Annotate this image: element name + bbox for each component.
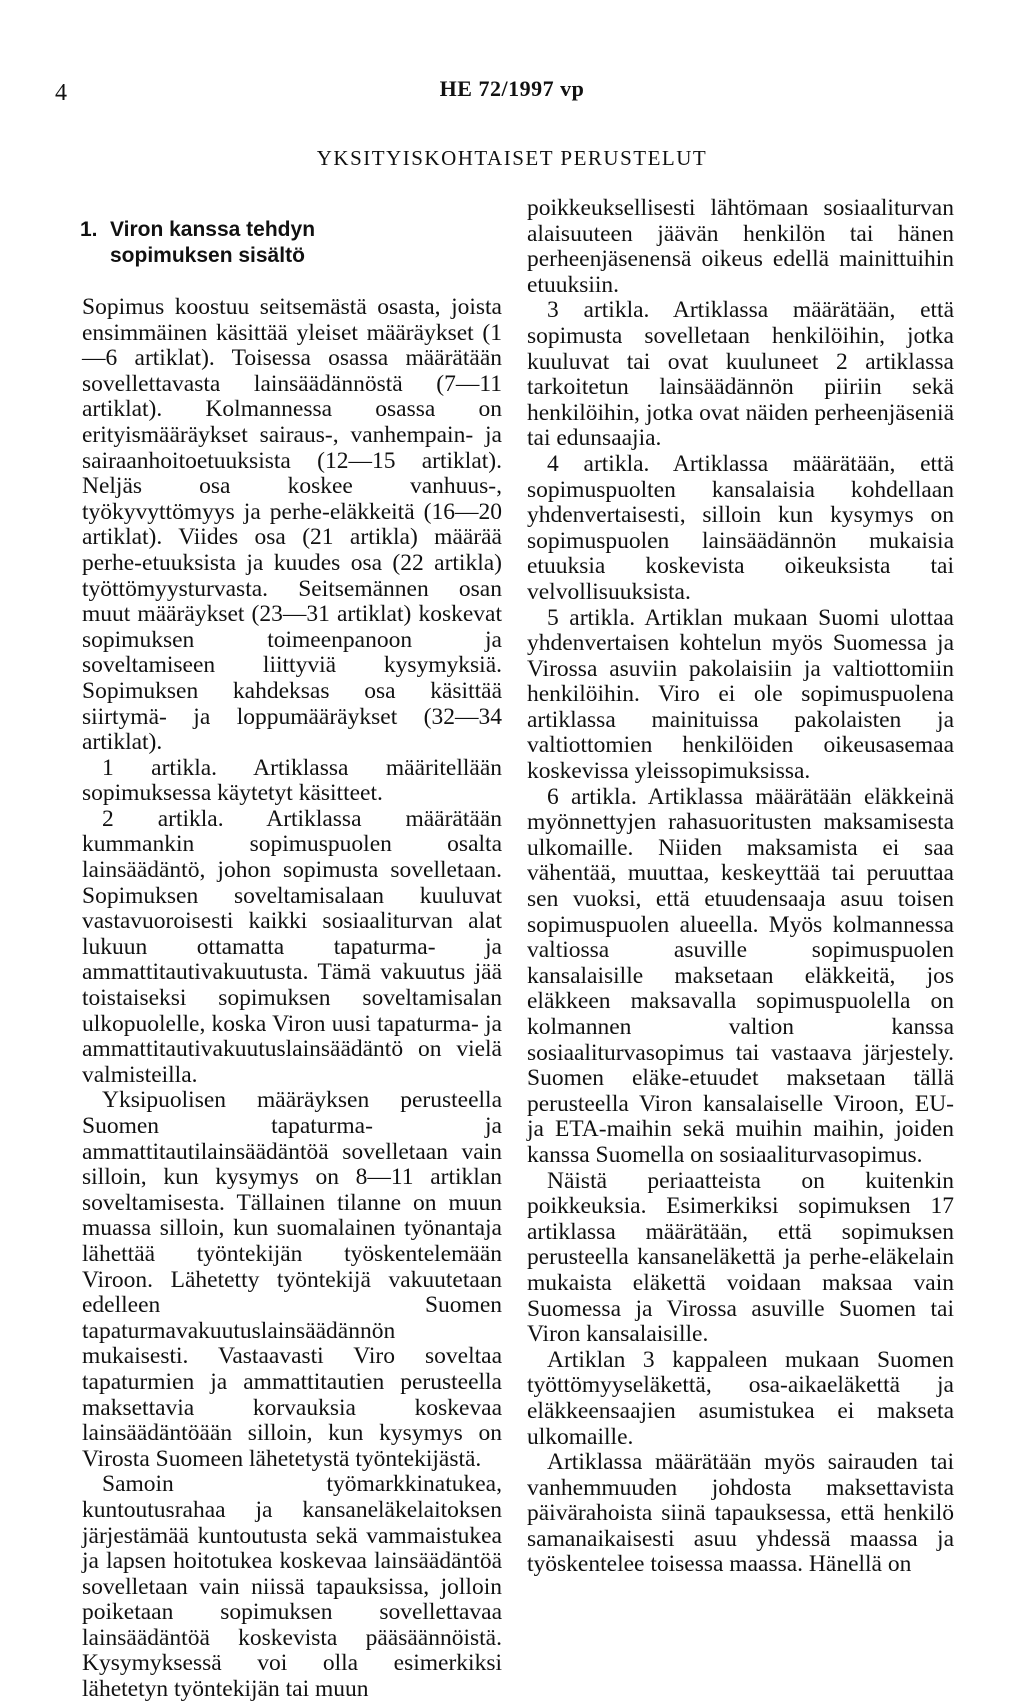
paragraph: 5 artikla. Artiklan mukaan Suomi ulottaa yhdenvertaisen kohtelun myös Suomessa ja Virossa asuviin pakolaisiin ja valtiottomiin henkilöihin. Viro ei ole sopimuspuolena artiklassa mainituissa pakolaisten ja valtiottomien henkilöiden oikeusasemaa koskevissa yleissopimuksissa.	[527, 604, 954, 785]
document-title: YKSITYISKOHTAISET PERUSTELUT	[316, 146, 708, 170]
paragraph: Sopimus koostuu seitsemästä osasta, joista ensimmäinen käsittää yleiset määräykset (1—6 artiklat). Toisessa osassa määrätään sovellettavasta lainsäädännöstä (7—11 artiklat). Kolmannessa osassa on erityismääräykset sairaus-, vanhempain- ja sairaanhoitoetuuksista (12—15 artiklat). Neljäs osa koskee vanhuus-, työkyvyttömyys ja perhe-eläkkeitä (16—20 artiklat). Viides osa (21 artikla) määrää perhe-etuuksista ja kuudes osa (22 artikla) työttömyysturvasta. Seitsemännen osan muut määräykset (23—31 artiklat) koskevat sopimuksen toimeenpanoon ja soveltamiseen liittyviä kysymyksiä. Sopimuksen kahdeksas osa käsittää siirtymä- ja loppumääräykset (32—34 artiklat).	[82, 294, 502, 756]
paragraph: Näistä periaatteista on kuitenkin poikkeuksia. Esimerkiksi sopimuksen 17 artiklassa määrätään, että sopimuksen perusteella kansaneläkettä ja perhe-eläkelain mukaista eläkettä voidaan maksaa vain Suomessa ja Virossa asuville Suomen tai Viron kansalaisille.	[527, 1167, 954, 1348]
paragraph: poikkeuksellisesti lähtömaan sosiaaliturvan alaisuuteen jäävän henkilön tai hänen perheenjäsenensä oikeus edellä mainittuihin etuuksiin.	[527, 195, 954, 298]
paragraph: Artiklan 3 kappaleen mukaan Suomen työttömyyseläkettä, osa-aikaeläkettä ja eläkkeensaajien asumistukea ei makseta ulkomaille.	[527, 1346, 954, 1450]
paragraph: Yksipuolisen määräyksen perusteella Suomen tapaturma- ja ammattitautilainsäädäntöä sovelletaan vain silloin, kun kysymys on 8—11 artiklan soveltamisesta. Tällainen tilanne on muun muassa silloin, kun suomalainen työnantaja lähettää työntekijän työskentelemään Viroon. Lähetetty työntekijä vakuutetaan edelleen Suomen tapaturmavakuutuslainsäädännön mukaisesti. Vastaavasti Viro soveltaa tapaturmien ja ammattitautien perusteella maksettavia korvauksia koskevaa lainsäädäntöään silloin, kun kysymys on Virosta Suomeen lähetetystä työntekijästä.	[82, 1087, 502, 1472]
paragraph: 2 artikla. Artiklassa määrätään kummankin sopimuspuolen osalta lainsäädäntö, johon sopimusta sovelletaan. Sopimuksen soveltamisalaan kuuluvat vastavuoroisesti kaikki sosiaaliturvan alat lukuun ottamatta tapaturma- ja ammattitautivakuutusta. Tämä vakuutus jää toistaiseksi sopimuksen soveltamisalan ulkopuolelle, koska Viron uusi tapaturma- ja ammattitautivakuutuslainsäädäntö on vielä valmisteilla.	[82, 805, 502, 1088]
paragraph: 6 artikla. Artiklassa määrätään eläkkeinä myönnettyjen rahasuoritusten maksamisesta ulkomaille. Niiden maksamista ei saa vähentää, muuttaa, keskeyttää tai peruuttaa sen vuoksi, että etuudensaaja asuu toisen sopimuspuolen alueella. Myös kolmannessa valtiossa asuville sopimuspuolen kansalaisille maksetaan eläkkeitä, jos eläkkeen maksavalla sopimuspuolella on kolmannen valtion kanssa sosiaaliturvasopimus tai vastaava järjestely. Suomen eläke-etuudet maksetaan tällä perusteella Viron kansalaiselle Viroon, EU- ja ETA-maihin sekä muihin maihin, joiden kanssa Suomella on sosiaaliturvasopimus.	[527, 783, 954, 1168]
paragraph: Artiklassa määrätään myös sairauden tai vanhemmuuden johdosta maksettavista päivärahoista siinä tapauksessa, että henkilö samanaikaisesti asuu yhdessä maassa ja työskentelee toisessa maassa. Hänellä on	[527, 1449, 954, 1578]
right-column	[527, 196, 954, 1578]
section-number: 1.	[80, 218, 98, 241]
left-column	[82, 196, 502, 1703]
paragraph: Samoin työmarkkinatukea, kuntoutusrahaa ja kansaneläkelaitoksen järjestämää kuntoutusta sekä vammaistukea ja lapsen hoitotukea koskevaa lainsäädäntöä sovelletaan vain niissä tapauksissa, jolloin poiketaan sopimuksen sovellettavaa lainsäädäntöä koskevista pääsäännöistä. Kysymyksessä voi olla esimerkiksi lähetetyn työntekijän tai muun	[82, 1471, 502, 1703]
page-number: 4	[55, 80, 67, 106]
section-title: Viron kanssa tehdyn sopimuksen sisältö	[110, 218, 316, 267]
paragraph: 1 artikla. Artiklassa määritellään sopimuksessa käytetyt käsitteet.	[82, 754, 502, 807]
paragraph: 3 artikla. Artiklassa määrätään, että sopimusta sovelletaan henkilöihin, jotka kuuluvat tai ovat kuuluneet 2 artiklassa tarkoitetun lainsäädännön piiriin sekä henkilöihin, jotka ovat näiden perheenjäseniä tai edunsaajia.	[527, 297, 954, 452]
paragraph: 4 artikla. Artiklassa määrätään, että sopimuspuolten kansalaisia kohdellaan yhdenvertaisesti, silloin kun kysymys on sopimuspuolen lainsäädännön mukaisia etuuksia koskevista oikeuksista tai velvollisuuksista.	[527, 450, 954, 605]
running-header: HE 72/1997 vp	[439, 76, 585, 101]
section-heading	[80, 217, 502, 269]
